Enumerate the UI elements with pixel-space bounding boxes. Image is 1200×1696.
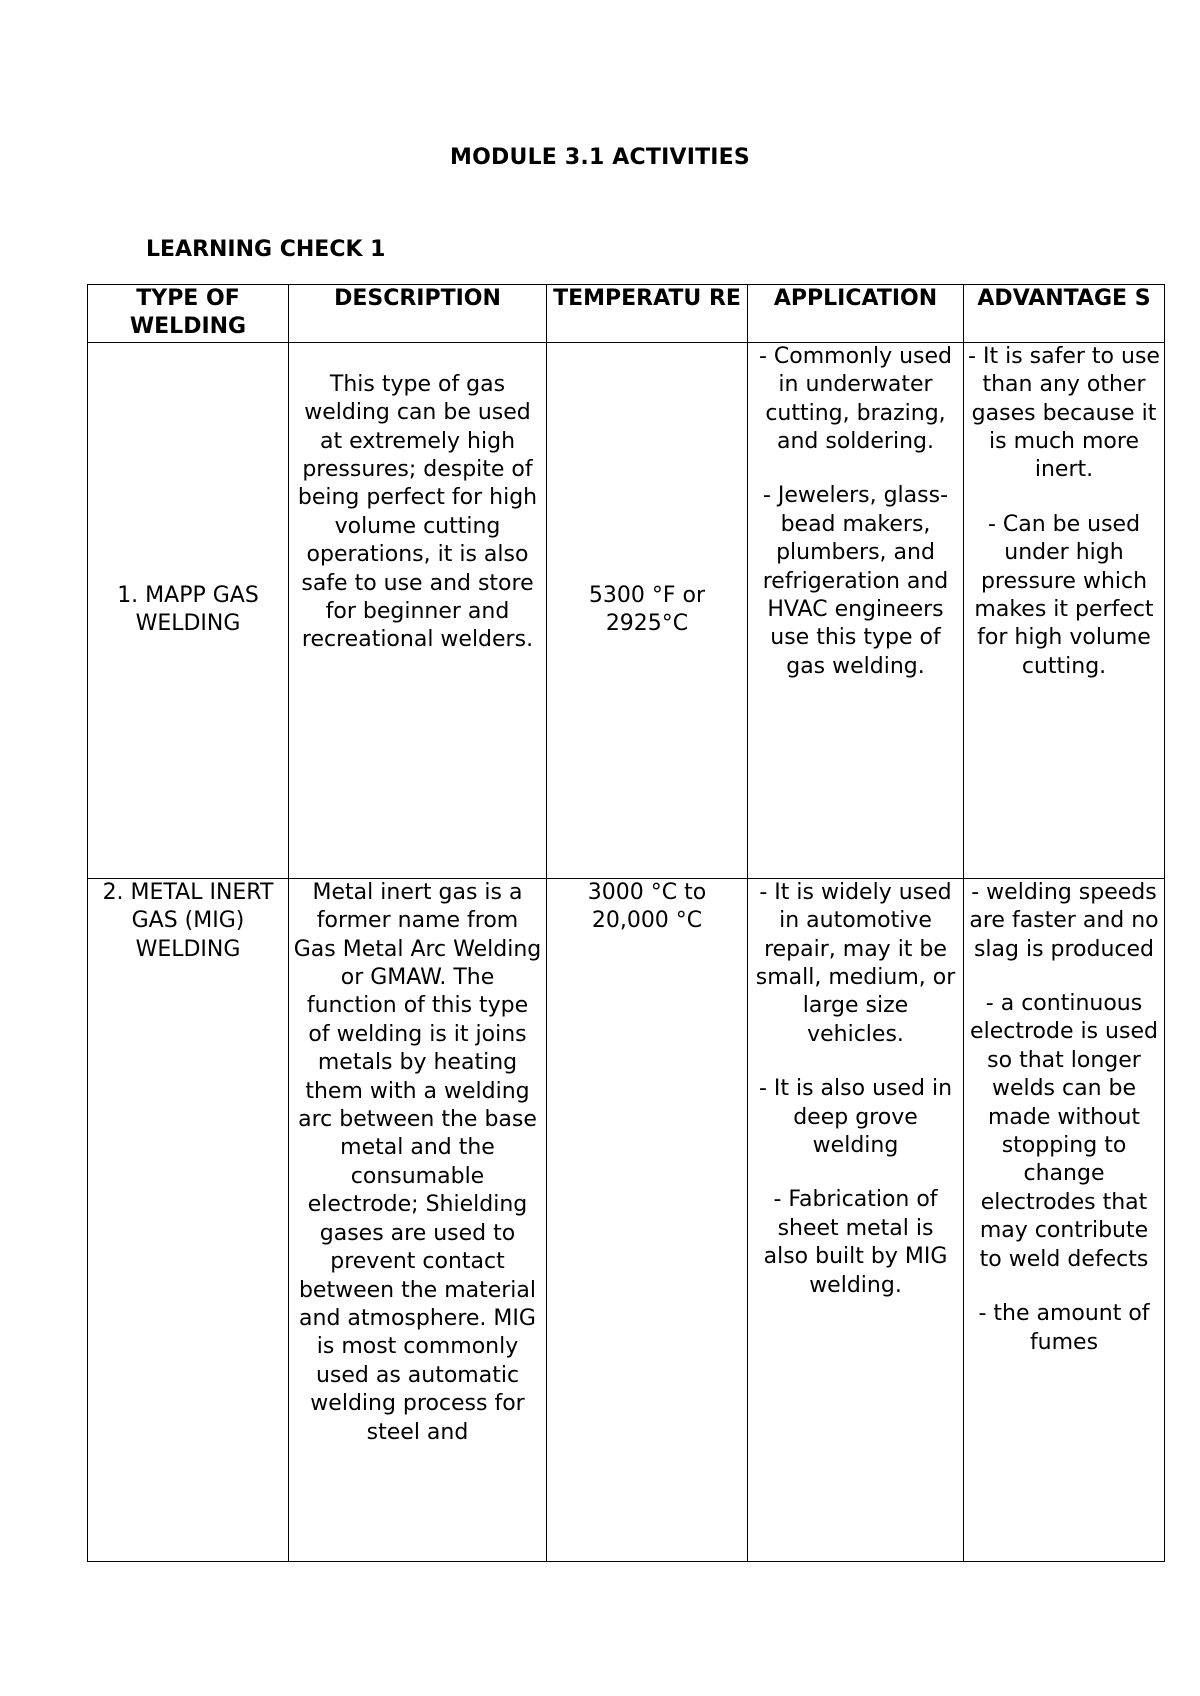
temperature-cell: 3000 °C to 20,000 °C xyxy=(547,878,748,1561)
description-cell: This type of gas welding can be used at extremely high pressures; despite of being perfect for high volume cutting operations, it is also safe to use and store for beginner and recreational welders. xyxy=(289,342,547,878)
header-temperature: TEMPERATU RE xyxy=(547,285,748,343)
table-row xyxy=(88,342,1165,878)
application-item: - It is widely used in automotive repair, may it be small, medium, or large size vehicles. xyxy=(755,879,956,1047)
application-item: - It is also used in deep grove welding xyxy=(758,1076,953,1159)
header-type-of-welding: TYPE OF WELDING xyxy=(88,285,289,343)
table-row xyxy=(88,878,1165,1561)
section-heading: LEARNING CHECK 1 xyxy=(146,237,386,262)
header-description: DESCRIPTION xyxy=(289,285,547,343)
welding-table xyxy=(87,284,1165,1562)
header-application: APPLICATION xyxy=(748,285,964,343)
table-header-row xyxy=(88,285,1165,343)
advantage-item: - the amount of fumes xyxy=(978,1301,1150,1355)
application-cell xyxy=(748,342,964,878)
temperature-cell: 5300 °F or 2925°C xyxy=(547,342,748,878)
advantage-item: - It is safer to use than any other gases because it is much more inert. xyxy=(968,343,1160,483)
application-item: - Jewelers, glass-bead makers, plumbers, and refrigeration and HVAC engineers use this type of gas welding. xyxy=(762,483,949,679)
advantage-item: - welding speeds are faster and no slag is produced xyxy=(969,879,1159,962)
application-item: - Fabrication of sheet metal is also built by MIG welding. xyxy=(763,1187,948,1298)
advantages-cell xyxy=(964,878,1165,1561)
description-cell: Metal inert gas is a former name from Gas Metal Arc Welding or GMAW. The function of this type of welding is it joins metals by heating them with a welding arc between the base metal and the consumable electrode; Shielding gases are used to prevent contact between the material and atmosphere. MIG is most commonly used as automatic welding process for steel and xyxy=(289,878,547,1561)
header-advantages: ADVANTAGE S xyxy=(964,285,1165,343)
welding-type-cell: 2. METAL INERT GAS (MIG) WELDING xyxy=(88,878,289,1561)
page-title: MODULE 3.1 ACTIVITIES xyxy=(450,145,750,170)
application-cell xyxy=(748,878,964,1561)
application-item: - Commonly used in underwater cutting, brazing, and soldering. xyxy=(758,343,953,455)
advantages-cell xyxy=(964,342,1165,878)
advantage-item: - Can be used under high pressure which makes it perfect for high volume cutting. xyxy=(974,511,1154,679)
welding-type-cell: 1. MAPP GAS WELDING xyxy=(88,342,289,878)
advantage-item: - a continuous electrode is used so that longer welds can be made without stopping to change electrodes that may contribute to weld defects xyxy=(970,991,1158,1272)
